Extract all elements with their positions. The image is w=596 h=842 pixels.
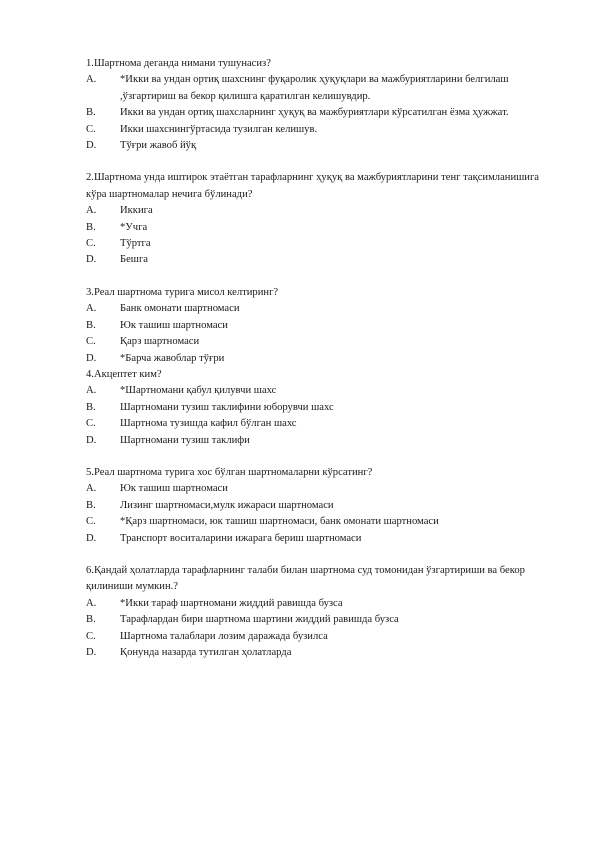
option-text: Транспорт воситаларини ижарага бериш шартномаси: [120, 532, 362, 544]
option-c: [86, 416, 560, 432]
option-letter: A.: [86, 483, 97, 495]
option-letter: A.: [86, 205, 97, 217]
option-b: [86, 400, 560, 416]
question-text: 6.Қандай ҳолатларда тарафларнинг талаби билан шартнома суд томонидан ўзгартириши ва бекор қилиниши мумкин.?: [86, 564, 525, 593]
option-letter: D.: [86, 647, 97, 658]
option-text: Тарафлардан бири шартнома шартини жиддий равишда бузса: [120, 614, 399, 626]
option-text: Тўртга: [120, 238, 151, 250]
option-text: Шартномани тузиш таклифини юборувчи шахс: [120, 401, 334, 413]
option-letter: C.: [86, 123, 96, 135]
option-text: Қарз шартномаси: [120, 336, 200, 348]
option-d: [86, 252, 560, 268]
option-text: Шартномани тузиш таклифи: [120, 434, 250, 446]
option-c: [86, 514, 560, 530]
option-letter: C.: [86, 336, 96, 348]
option-c: [86, 629, 560, 645]
option-letter: A.: [86, 597, 97, 609]
question-4: [86, 367, 560, 449]
option-letter: D.: [86, 352, 97, 364]
option-d: [86, 138, 560, 154]
option-b: [86, 105, 560, 121]
option-letter: A.: [86, 303, 97, 315]
option-letter: C.: [86, 238, 96, 250]
option-text: *Икки тараф шартномани жиддий равишда бузса: [120, 597, 343, 609]
option-d: [86, 531, 560, 547]
option-a: [86, 481, 560, 497]
option-d: [86, 433, 560, 449]
option-text: Банк омонати шартномаси: [120, 303, 240, 315]
option-letter: B.: [86, 221, 96, 233]
option-text: Бешга: [120, 254, 148, 266]
option-b: [86, 498, 560, 514]
option-text: *Учга: [120, 221, 148, 233]
option-letter: A.: [86, 74, 97, 86]
question-2: [86, 170, 560, 268]
option-a: [86, 203, 560, 219]
option-a: [86, 383, 560, 399]
option-letter: B.: [86, 319, 96, 331]
option-d: [86, 351, 560, 367]
option-text: Тўғри жавоб йўқ: [120, 140, 197, 152]
option-text: Икки ва ундан ортиқ шахсларнинг ҳуқуқ ва мажбуриятлари кўрсатилган ёзма ҳужжат.: [120, 107, 509, 119]
question-5: [86, 465, 560, 547]
option-text: Шартнома тузишда кафил бўлган шахс: [120, 418, 297, 430]
question-text: 3.Реал шартнома турига мисол келтиринг?: [86, 286, 279, 298]
option-letter: D.: [86, 254, 97, 266]
option-text: *Икки ва ундан ортиқ шахснинг фуқаролик ҳуқуқлари ва мажбуриятларини белгилаш ,ўзгартириш ва бекор қилишга қаратилган келишувдир.: [120, 74, 509, 102]
question-1: [86, 56, 560, 154]
option-letter: D.: [86, 434, 97, 446]
option-text: *Қарз шартномаси, юк ташиш шартномаси, банк омонати шартномаси: [120, 516, 439, 528]
option-letter: B.: [86, 401, 96, 413]
option-text: Юк ташиш шартномаси: [120, 319, 228, 331]
question-6: [86, 563, 560, 661]
option-letter: D.: [86, 140, 97, 152]
option-text: Икки шахснингўртасида тузилган келишув.: [120, 123, 318, 135]
option-text: *Шартномани қабул қилувчи шахс: [120, 385, 277, 397]
option-a: [86, 301, 560, 317]
question-text: 2.Шартнома унда иштирок этаётган тарафларнинг ҳуқуқ ва мажбуриятларини тенг тақсимланишига кўра шартномалар нечига бўлинади?: [86, 172, 540, 200]
question-text: 1.Шартнома деганда нимани тушунасиз?: [86, 58, 271, 69]
option-letter: A.: [86, 385, 97, 397]
option-b: [86, 612, 560, 628]
option-c: [86, 122, 560, 138]
option-letter: B.: [86, 107, 96, 119]
option-letter: C.: [86, 516, 96, 528]
option-a: [86, 596, 560, 612]
option-c: [86, 236, 560, 252]
question-3: [86, 285, 560, 367]
option-text: Шартнома талаблари лозим даражада бузилса: [120, 630, 328, 642]
option-text: Қонунда назарда тутилган ҳолатларда: [120, 647, 292, 658]
option-c: [86, 334, 560, 350]
option-letter: C.: [86, 630, 96, 642]
question-text: 5.Реал шартнома турига хос бўлган шартномаларни кўрсатинг?: [86, 466, 373, 478]
option-letter: B.: [86, 499, 96, 511]
option-text: Юк ташиш шартномаси: [120, 483, 228, 495]
option-b: [86, 318, 560, 334]
option-text: Иккига: [120, 205, 153, 217]
option-text: Лизинг шартномаси,мулк ижараси шартномаси: [120, 499, 334, 511]
option-letter: D.: [86, 532, 97, 544]
option-d: [86, 645, 560, 661]
option-text: *Барча жавоблар тўғри: [120, 352, 225, 364]
option-b: [86, 220, 560, 236]
option-letter: C.: [86, 418, 96, 430]
question-text: 4.Акцептет ким?: [86, 368, 162, 380]
option-a: [86, 72, 560, 105]
option-letter: B.: [86, 614, 96, 626]
